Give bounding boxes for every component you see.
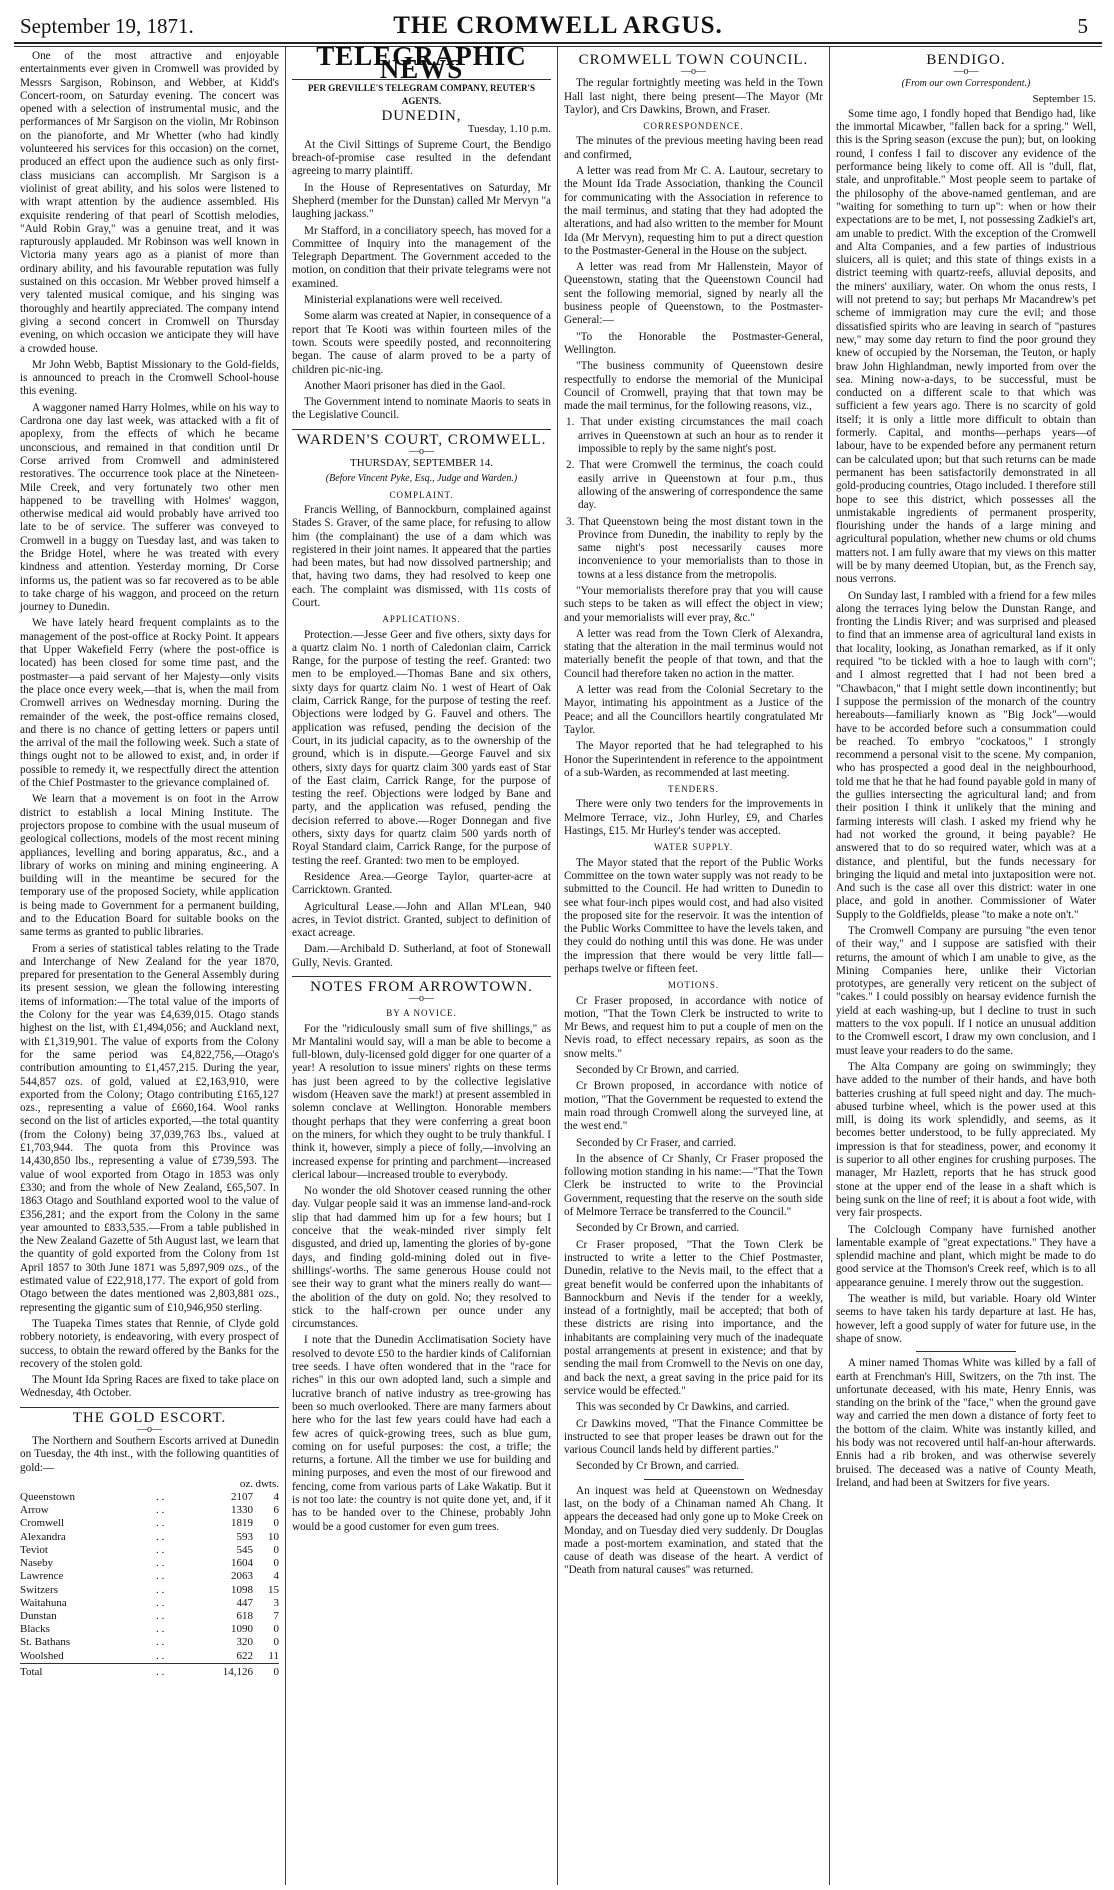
- gold-escort-heading: THE GOLD ESCORT.: [72, 1409, 227, 1426]
- dwt-cell: 11: [268, 1649, 279, 1662]
- council-paragraph: A letter was read from the Town Clerk of Alexandra, stating that the alteration in the mail terminus would not materially benefit the people of that town, and that the Council had therefore taken no action in the matter.: [564, 627, 823, 680]
- telegram-item: Ministerial explanations were well received.: [304, 294, 503, 307]
- gold-escort-intro: The Northern and Southern Escorts arrived at Dunedin on Tuesday, the 4th inst., with the following quantities of gold:—: [20, 1434, 279, 1474]
- table-row: Lawrence . . 2063 4: [20, 1570, 279, 1583]
- memorial-text: "The business community of Queenstown desire respectfully to endorse the memorial of the Municipal Council of Cromwell, praying that that town may be made the mail terminus, for the following reasons, viz.,: [564, 360, 823, 413]
- place-cell: Arrow: [20, 1504, 49, 1517]
- council-paragraph: Cr Fraser proposed, "That the Town Clerk be instructed to write a letter to the Chief Postmaster, Dunedin, relative to the Nevis mail, to the effect that a great benefit would be conferred upon the inhabitants of Bannockburn and Nevis if the tender for a weekly, instead of a fortnightly, mail be accepted; that both of these districts are rising into importance, and the inhabitants are complaining very much of the inadequate postal arrangements at present in existence; and that by sending the mail from Cromwell to the Nevis on one day, and back the next, a great saving in the price paid for its service would be effected.": [564, 1238, 823, 1397]
- section-rule: [20, 1407, 279, 1408]
- article-accident: A miner named Thomas White was killed by a fall of earth at Frenchman's Hill, Switzers, on the 7th inst. The unfortunate deceased, with his mate, Henry Ennis, was standing on the brink of the "face," when the ground gave way and carried the men down a distance of forty feet to the bottom of the claim. White was instantly killed, and his body was not recovered until half-an-hour afterwards. Ennis had a rib broken, and was otherwise severely bruised. The deceased was a native of County Meath, Ireland, and had been at Switzers for five years.: [836, 1357, 1096, 1489]
- dwt-cell: 3: [273, 1596, 279, 1609]
- place-cell: Naseby: [20, 1557, 53, 1570]
- wardens-protection: Protection.—Jesse Geer and five others, sixty days for a quartz claim No. 1 north of Caledonian claim, Carrick Range, for the purpose of testing the reef. Granted: two men to be employed.—Thomas Bane and six others, sixty days for quartz claim No. 1 west of Heart of Oak claim, Carrick Range, for the purpose of testing the reef. Objections were lodged by G. Fauvel and others. The application was refused, pending the decision of the Court, in its judicial capacity, as to the ownership of the ground, which is in dispute.—George Fauvel and six others, sixty days for quartz claim 300 yards east of Star of the East claim, Carrick Range, for the purpose of testing the reef. Objections were lodged by Bane and party, and the application was refused, pending the decision referred to above.—Roger Donnegan and five others, sixty days for quartz claim 500 yards north of Royal Standard claim, Carrick Range, for the purpose of testing the reef. Granted: two men to be employed.: [292, 628, 551, 867]
- telegram-item: Another Maori prisoner has died in the Gaol.: [304, 379, 506, 392]
- heading-ornament: —o—: [137, 1423, 162, 1435]
- council-paragraph: A letter was read from the Colonial Secretary to the Mayor, intimating his appointment as a Justice of the Peace; and all the Councillors heartily congratulated Mr Taylor.: [564, 684, 823, 736]
- complaint-label: COMPLAINT.: [389, 489, 454, 500]
- table-row: Cromwell . . 1819 0: [20, 1517, 279, 1530]
- page-number: 5: [1077, 14, 1088, 38]
- bendigo-paragraph: Some time ago, I fondly hoped that Bendigo had, like the immortal Micawber, "fallen back for a spring." Well, this is the Spring season (excuse the pun); but, on looking round, I confess I fail to discover any evidence of the performance being likely to come off. All is "dull, flat, stale, and unprofitable." Most people seem to partake of the philosophy of the above-named gentleman, and are "waiting for something to turn up": when or how their expectations are to be met, I, not possessing Zadkiel's art, am unable to predict. With the exception of the Cromwell and Alta Companies, and a few parties of industrious sluicers, all is quiet; and this state of things exists in a district teeming with quartz-reefs, alluvial deposits, and the miners' auxiliary, water. On whom the onus rests, I will not pretend to say; but perhaps Mr Macandrew's pet scheme of immigration may cure the evil; and those dissatisfied spirits who are leaving in search of "pastures new," may some day return to find the poor ground they knew of occupied by the Norseman, the Teuton, or haply braw John Highlandman, newly imported from over the sea. Mining now-a-days, to be successful, must be conducted on a different scale to that which was sufficient a few years ago. There is no scarcity of gold itself; it is only a little more difficult to obtain than formerly. Capital, and months—perhaps years—of labour, have to be expended before any permanent return can be calculated upon; but that such returns can be made permanent has been satisfactorily demonstrated in all gold-producing countries, Otago included. I therefore still hope to see this district, which possesses all the unmistakable ingredients of permanent prosperity, flourishing under the hands of a large mining and agricultural population, whether new chums or old chums matters not. I am fully aware that my views on this matter will be by many deemed Utopian, but, as the French say, nous verrons.: [836, 107, 1096, 586]
- heading-ornament: —o—: [409, 446, 434, 458]
- table-header-row: [20, 1478, 279, 1491]
- table-row: Queenstown . . 2107 4: [20, 1491, 279, 1504]
- council-paragraph: The regular fortnightly meeting was held in the Town Hall last night, there being present—The Mayor (Mr Taylor), and Crs Dawkins, Brown, and Fraser.: [564, 77, 823, 116]
- wardens-date: THURSDAY, SEPTEMBER 14.: [349, 457, 494, 470]
- bendigo-paragraph: The Alta Company are going on swimmingly; they have added to the number of their hands, and have both batteries crushing at full speed night and day. The much-abused turbine wheel, which is the power used at this mill, is doing its work splendidly, and seems, as it becomes better understood, to be fully appreciated. My impression is that for steadiness, power, and economy it is superior to all other engines for crushing purposes. The manager, Mr Hazlett, reports that he has struck good stone at the upper end of the lease in a shaft which is being sunk on the line of reef; it is about a foot wide, with very fair prospects.: [836, 1060, 1096, 1220]
- council-paragraph: In the absence of Cr Shanly, Cr Fraser proposed the following motion standing in his name:—"That the Town Clerk be instructed to write to the Provincial Government, requesting that the reserve on the south side of Melmore Terrace be transferred to the Council.": [564, 1152, 823, 1219]
- council-paragraph: Seconded by Cr Brown, and carried.: [576, 1222, 740, 1235]
- table-row: St. Bathans . . 320 0: [20, 1636, 279, 1649]
- place-cell: Woolshed: [20, 1649, 64, 1662]
- council-paragraph: A letter was read from Mr C. A. Lautour, secretary to the Mount Ida Trade Association, thanking the Council for communicating with the Association in reference to the mail terminus, and stating that they had adopted the alterations, and had also written to the member for Mount Ida (Mr Mervyn), requesting him to put a direct question to the Postmaster-General in the House on the subject.: [564, 165, 823, 257]
- article-post-office: We have lately heard frequent complaints as to the management of the post-office at Rocky Point. It appears that Upper Wakefield Ferry (where the post-office is located) has been closed for some time past, and the postmaster—a paid servant of her Majesty—only visits the place once every week,—that is, when the mail from Cromwell arrives on Wednesday morning. During the remainder of the week, the post-office remains closed, and there is no chance of getting letters or papers until the arrival of the mail the following week. Such a state of things ought not to be allowed to exist, and, in order if possible to remedy it, we respectfully direct the attention of the Chief Postmaster to the grievance complained of.: [20, 617, 279, 790]
- table-row: Waitahuna . . 447 3: [20, 1596, 279, 1609]
- telegraphic-news-subheading: PER GREVILLE'S TELEGRAM COMPANY, REUTER'S AGENTS.: [307, 82, 536, 106]
- place-cell: Lawrence: [20, 1570, 64, 1583]
- table-row: Teviot . . 545 0: [20, 1543, 279, 1556]
- section-divider: [644, 1479, 744, 1480]
- oz-cell: 1098: [231, 1583, 253, 1596]
- column-4: [830, 47, 1102, 1885]
- article-webb: Mr John Webb, Baptist Missionary to the Gold-fields, is announced to preach in the Cromwell School-house this evening.: [20, 358, 279, 398]
- council-paragraph: Seconded by Cr Brown, and carried.: [576, 1460, 740, 1473]
- wardens-byline: (Before Vincent Pyke, Esq., Judge and Warden.): [325, 473, 518, 485]
- columns: [14, 47, 1102, 1885]
- council-paragraph: This was seconded by Cr Dawkins, and carried.: [576, 1401, 790, 1414]
- bendigo-paragraph: The Cromwell Company are pursuing "the even tenor of their way," and I suppose are satisfied with their returns, the amount of which I am unable to give, as the Mining Companies here, unlike their Victorian prototypes, are generally very reticent on the subject of "cakes." I could possibly on hearsay evidence furnish the yield at each washing-up, but I decline to trust in such matters to the vox populi. If I notice an unusual addition to the Cromwell escort, I draw my own conclusion, and I must leave your readers to do the same.: [836, 925, 1096, 1057]
- newspaper-title: THE CROMWELL ARGUS.: [393, 12, 723, 39]
- table-row: Blacks . . 1090 0: [20, 1623, 279, 1636]
- oz-cell: 1819: [231, 1517, 253, 1530]
- total-oz: 14,126: [195, 1663, 253, 1679]
- oz-cell: 618: [236, 1609, 253, 1622]
- telegram-item: Some alarm was created at Napier, in consequence of a report that Te Kooti was within fourteen miles of the town. Scouts were speedily posted, and reconnoitering began. The cause of alarm proved to be a party of children pic-nic-ing.: [292, 310, 551, 376]
- arrowtown-paragraph: I note that the Dunedin Acclimatisation Society have resolved to devote £50 to the hardier kinds of Californian tree seeds. I have often wondered that in the "race for riches" in this our own adopted land, such a simple and lucrative branch of native industry as tree-growing has been so much overlooked. There are many farmers about here who for the last few years could have had each a few acres of quick-growing trees, such as blue gum, coming on for useful purposes: the cost, a trifle; the returns, a fortune. All the timber we use for building and mining purposes, and even the most of our firewood and fencing, come from various parts of Lake Wakatip. But it is not too late: the country is not quite done yet, and, if it has to be handed over to the Chinese, probably John would be a good customer for even gum trees.: [292, 1334, 551, 1533]
- council-paragraph: Cr Brown proposed, in accordance with notice of motion, "That the Government be requested to extend the main road through Cromwell along the surveyed line, at the west end.": [564, 1080, 823, 1133]
- telegram-item: Mr Stafford, in a conciliatory speech, has moved for a Committee of Inquiry into the management of the Telegraph Department. The Government acceded to the motion, on condition that their private telegrams were not examined.: [292, 224, 551, 290]
- place-cell: Dunstan: [20, 1609, 57, 1622]
- oz-cell: 545: [236, 1543, 253, 1556]
- table-row: Switzers . . 1098 15: [20, 1583, 279, 1596]
- water-supply-label: WATER SUPPLY.: [654, 842, 733, 853]
- article-statistics: From a series of statistical tables relating to the Trade and Interchange of New Zealand for the year 1870, prepared for presentation to the General Assembly during its present session, we glean the following interesting items of information:—The total value of the imports of the Colony for the year was £4,639,015. Otago stands highest on the list, with £1,494,056; and Auckland next, with £1,319,901. The value of exports from the Colony for the same period was £4,822,756,—Otago's contribution amounting to £1,457,215. During the year, 544,857 ozs. of gold, valued at £2,163,910, were exported from the Colony; Otago contributing £165,127 ozs., representing a value of £660,164. Wool ranks second on the list of articles exported,—the total quantity (from the Colony) being 37,039,763 lbs., valued at £1,703,944. The quota from this Province was 14,430,850 lbs., representing a value of £739,593. The value of wool exported from Otago in 1853 was only £330; and from the whole of New Zealand, £65,507. In 1863 Otago and Southland exported wool to the value of £356,281; and the export from the Colony in the same year amounted to £833,535.—From a table published in the New Zealand Gazette of 5th August last, we learn that the quantity of gold exported from the Colony from 1st April 1857 to 30th June 1871 was 5,897,909 ozs., of the estimated value of £22,918,177. The export of gold from Otago between the dates mentioned was 2,803,881 ozs., representing the gigantic sum of £10,946,950 sterling.: [20, 942, 279, 1314]
- table-total-row: Total . . 14,126 0: [20, 1663, 279, 1679]
- arrowtown-heading: NOTES FROM ARROWTOWN.: [310, 979, 533, 995]
- wardens-agricultural: Agricultural Lease.—John and Allan M'Lean, 940 acres, in Teviot district. Granted, subject to definition of exact acreage.: [292, 900, 551, 940]
- oz-cell: 1330: [231, 1504, 253, 1517]
- dwt-cell: 7: [273, 1609, 279, 1622]
- total-dwt: 0: [253, 1663, 279, 1679]
- council-paragraph: "Your memorialists therefore pray that you will cause such steps to be taken as will effect the object in view; and your memorialists will ever pray, &c.": [564, 584, 823, 624]
- place-cell: Waitahuna: [20, 1596, 67, 1609]
- oz-cell: 622: [236, 1649, 253, 1662]
- article-mining-institute: We learn that a movement is on foot in the Arrow district to establish a local Mining Institute. The projectors propose to combine with the usual museum of geological collections, models of the most recent mining appliances, levelling and boring apparatus, &c., and a library of works on mining and mining engineering. A building will in the meantime be secured for the temporary use of the proposed Society, while application is being made to Government for a permanent building, and to the Education Board for suitable books on the same terms as granted to public libraries.: [20, 793, 279, 939]
- place-cell: Switzers: [20, 1583, 58, 1596]
- article-concert: One of the most attractive and enjoyable entertainments ever given in Cromwell was provided by Messrs Sargison, Robinson, and Webber, at Kidd's Concert-room, on Saturday evening. The concert was opened with a selection of instrumental music, and the performances of Mr Sargison on the violin, Mr Robinson on the pianoforte, and Mr Whetter (who had kindly volunteered his services for this occasion) on the cornet, produced an effect upon the audience such as only first-class musicians can accomplish. Mr Sargison is a violinist of great ability, and his solos were listened to with wrapt attention by the audience assembled. His exquisite rendering of that pearl of Scottish melodies, "Auld Robin Gray," was a genuine treat, and it was rapturously applauded. Mr Robinson was well known in Victoria many years ago as a pianist of more than ordinary ability, and his favourable reputation was fully sustained on this occasion. Mr Webber proved himself a very talented musical comique, and his singing was thoroughly and heartily appreciated. The company intend giving a second concert in Cromwell on Thursday evening, on which occasion we anticipate they will have a crowded house.: [20, 50, 279, 355]
- column-1: [14, 47, 286, 1885]
- table-row: Woolshed . . 622 11: [20, 1649, 279, 1662]
- heading-ornament: —o—: [681, 66, 706, 78]
- telegram-item: In the House of Representatives on Saturday, Mr Shepherd (member for the Dunstan) called Mr Mervyn "a laughing jackass.": [292, 181, 551, 221]
- town-council-heading: CROMWELL TOWN COUNCIL.: [578, 52, 809, 68]
- oz-cell: 320: [236, 1636, 253, 1649]
- article-races: The Mount Ida Spring Races are fixed to take place on Wednesday, 4th October.: [20, 1374, 279, 1400]
- telegraphic-news-heading: TELEGRAPHIC NEWS: [292, 50, 551, 80]
- memorial-reason: 1. That under existing circumstances the mail coach arrives in Queenstown at such an hour as to render it impossible to reply by the same night's post.: [566, 416, 823, 456]
- council-paragraph: Cr Dawkins moved, "That the Finance Committee be instructed to see that proper leases be drawn out for the various Council lands held by different parties.": [564, 1417, 823, 1457]
- oz-cell: 1604: [231, 1557, 253, 1570]
- oz-cell: 1090: [231, 1623, 253, 1636]
- telegraph-dateline: DUNEDIN,: [381, 108, 462, 125]
- oz-cell: 447: [236, 1596, 253, 1609]
- table-row: Dunstan . . 618 7: [20, 1609, 279, 1622]
- dwt-header: dwts.: [255, 1477, 279, 1490]
- wardens-complaint: Francis Welling, of Bannockburn, complained against Stades S. Graver, of the same place, for refusing to allow him (the complainant) the use of a dam which was registered in their joint names. It appeared that the parties had been mates, but had now dissolved partnership; and that, having two dams, they had resolved to keep one each. The complaint was dismissed, with 11s costs of Court.: [292, 503, 551, 609]
- council-paragraph: A letter was read from Mr Hallenstein, Mayor of Queenstown, stating that the Queenstown Council had sent the following memorial, signed by nearly all the business people of Queenstown, to the Postmaster-General:—: [564, 261, 823, 327]
- table-row: Arrow . . 1330 6: [20, 1504, 279, 1517]
- article-inquest: An inquest was held at Queenstown on Wednesday last, on the body of a Chinaman named Ah Chang. It appears the deceased had only gone up to Moke Creek on Monday, and on Tuesday died very suddenly. Dr Douglas made a post-mortem examination, and stated that the cause of death was disease of the heart. A verdict of "Death from natural causes" was returned.: [564, 1484, 823, 1577]
- place-cell: Cromwell: [20, 1517, 64, 1530]
- dwt-cell: 6: [273, 1504, 279, 1517]
- motions-label: MOTIONS.: [667, 980, 720, 991]
- applications-label: APPLICATIONS.: [382, 614, 461, 625]
- dwt-cell: 0: [273, 1623, 279, 1636]
- dwt-cell: 10: [268, 1530, 279, 1543]
- place-cell: Alexandra: [20, 1530, 66, 1543]
- heading-ornament: —o—: [409, 993, 434, 1005]
- place-cell: Teviot: [20, 1543, 48, 1556]
- dwt-cell: 0: [273, 1517, 279, 1530]
- wardens-dam: Dam.—Archibald D. Sutherland, at foot of Stonewall Gully, Nevis. Granted.: [292, 943, 551, 969]
- dwt-cell: 4: [273, 1570, 279, 1583]
- bendigo-paragraph: On Sunday last, I rambled with a friend for a few miles along the terraces lying below the Dunstan Range, and fronting the Lindis River; and was surprised and pleased to find that an immense area of agricultural land exists in that locality, looking, as Jonathan remarked, as if it only required "to be tickled with a hoe to laugh with corn"; and I almost regretted that I had not been bred a "Chawbacon," that I might settle down incontinently; but I suppose the permission of the monarch of the country hereabouts—familiarly known as "Big Jock"—would have to be accorded before such a consummation could be reached. To embryo "cockatoos," I strongly recommend a personal visit to the scene. My companion, who has prospected a good deal in the neighbourhood, told me that he that he had found payable gold in many of the gullies intersecting the agricultural land; and from their position I think it unlikely that the mining and farming interests will clash. I asked my friend why he had not worked the ground, it being payable? He answered that to do so required water, which was at a distance, and plentiful, but the funds necessary for bringing the liquid and metal into juxtaposition were not. And such is the case all over this district: water in one place, and gold in another. Commissioner of Water Supply to the Goldfields, please "to make a note on't.": [836, 589, 1096, 921]
- dwt-cell: 15: [268, 1583, 279, 1596]
- dwt-cell: 4: [273, 1491, 279, 1504]
- table-row: Naseby . . 1604 0: [20, 1557, 279, 1570]
- council-paragraph: The Mayor stated that the report of the Public Works Committee on the town water supply was not ready to be submitted to the Council. He had written to Dunedin to see what four-inch pipes would cost, and had also visited the proposed site for the reservoir. It was the intention of the Public Works Committee to have the levels taken, and they could do nothing until this was done. He was under the impression that there would be very little fall—perhaps twelve or fifteen feet.: [564, 856, 823, 975]
- memorial-address: "To the Honorable the Postmaster-General, Wellington.: [564, 330, 823, 356]
- section-rule: [292, 429, 551, 430]
- section-divider: [916, 1351, 1016, 1352]
- heading-ornament: —o—: [953, 66, 979, 78]
- bendigo-paragraph: The weather is mild, but variable. Hoary old Winter seems to have taken his tardy departure at last. He has, however, left a good supply of water for future use, in the shape of snow.: [836, 1293, 1096, 1345]
- article-waggoner: A waggoner named Harry Holmes, while on his way to Cardrona one day last week, was attacked with a fit of apoplexy, from the effects of which he became unconscious, and remained in that condition until Dr Corse arrived from Cromwell and administered restoratives. The occurrence took place at the Nineteen-Mile Creek, and very fortunately two other men happened to be travelling with Holmes' waggon, otherwise medical aid would probably have arrived too late to be of service. The sufferer was conveyed to Cromwell in a buggy on Tuesday last, and was taken to the Bridge Hotel, where he was treated with every kindness and attention. Yesterday morning, Dr Corse informs us, the patient was so far recovered as to be able to take charge of his waggon, and proceed on the return journey to Dunedin.: [20, 401, 279, 614]
- tenders-label: TENDERS.: [668, 784, 719, 795]
- telegram-item: The Government intend to nominate Maoris to seats in the Legislative Council.: [292, 396, 551, 422]
- dwt-cell: 0: [273, 1557, 279, 1570]
- arrowtown-paragraph: No wonder the old Shotover ceased running the other day. Vulgar people said it was an immense land-and-rock slip that had dammed him up for a few hours; but I conceive that the weak-minded river simply felt disgusted, and dried up, lamenting the glories of by-gone days, and finding gold-mining doled out in five-shillings'-worths. The same generous House could not see their way to grant what the miners really do want—the abolition of the duty on gold. No; they resolved to stick to the half-crown per ounce under any circumstances.: [292, 1185, 551, 1331]
- council-paragraph: Seconded by Cr Fraser, and carried.: [576, 1136, 737, 1149]
- correspondence-label: CORRESPONDENCE.: [643, 121, 744, 132]
- wardens-residence: Residence Area.—George Taylor, quarter-acre at Carricktown. Granted.: [292, 870, 551, 897]
- total-label: Total: [20, 1663, 125, 1679]
- council-paragraph: There were only two tenders for the improvements in Melmore Terrace, viz., John Hurley, £9, and Charles Hastings, £15. Mr Hurley's tender was accepted.: [564, 798, 823, 838]
- place-cell: Blacks: [20, 1623, 50, 1636]
- arrowtown-byline: BY A NOVICE.: [386, 1008, 457, 1019]
- bendigo-date: September 15.: [1032, 92, 1096, 105]
- bendigo-paragraph: The Colclough Company have furnished another lamentable example of "great expectations." They have a splendid machine and plant, which might be made to do good service at the Thomson's Creek reef, which is to all appearance genuine. I merely throw out the suggestion.: [836, 1223, 1096, 1289]
- article-tuapeka: The Tuapeka Times states that Rennie, of Clyde gold robbery notoriety, is endeavoring, with every prospect of success, to obtain the reward offered by the Banks for the recovery of the stolen gold.: [20, 1317, 279, 1370]
- memorial-reason: 2. That were Cromwell the terminus, the coach could easily arrive in Queenstown at four p.m., thus allowing of the answering of correspondence the same day.: [566, 459, 823, 512]
- telegram-item: At the Civil Sittings of Supreme Court, the Bendigo breach-of-promise case resulted in the defendant agreeing to marry plaintiff.: [292, 138, 551, 178]
- oz-cell: 2063: [231, 1570, 253, 1583]
- oz-cell: 593: [236, 1530, 253, 1543]
- column-3: [558, 47, 830, 1885]
- issue-date: September 19, 1871.: [20, 14, 194, 38]
- council-paragraph: The Mayor reported that he had telegraphed to his Honor the Superintendent in reference to the appointment of a sub-Warden, as recommended at last meeting.: [564, 740, 823, 779]
- masthead: [14, 10, 1102, 44]
- council-paragraph: Cr Fraser proposed, in accordance with notice of motion, "That the Town Clerk be instructed to write to Mr Bews, and request him to put a couple of men on the Nevis road, to effect necessary repairs, as soon as the snow melts.": [564, 994, 823, 1060]
- memorial-reason: 3. That Queenstown being the most distant town in the Province from Dunedin, the inability to reply by the same night's post necessarily causes more inconvenience to your memorialists than to those in towns at a less distance from the metropolis.: [566, 515, 823, 581]
- column-2: [286, 47, 558, 1885]
- bendigo-heading: BENDIGO.: [926, 52, 1006, 68]
- telegraph-time: Tuesday, 1.10 p.m.: [467, 123, 551, 136]
- dwt-cell: 0: [273, 1543, 279, 1556]
- section-rule: [292, 976, 551, 977]
- bendigo-byline: (From our own Correspondent.): [901, 78, 1031, 90]
- gold-escort-table: [20, 1478, 279, 1679]
- dwt-cell: 0: [273, 1636, 279, 1649]
- table-row: Alexandra . . 593 10: [20, 1530, 279, 1543]
- arrowtown-paragraph: For the "ridiculously small sum of five shillings," as Mr Mantalini would say, will a man be able to become a full-blown, duly-licensed gold digger for one quarter of a year! A resolution to issue miners' rights on these terms has just been agreed to by the collective legislative wisdom (Heaven save the mark!) at present assembled in solemn conclave at Wellington. Honorable members thought perhaps that they were conferring a great boon on the miners, for which they ought to be truly thankful. I think it, however, simply a piece of folly,—involving an increased expense for printing and parchment—increased clerical labour—increased trouble to everybody.: [292, 1022, 551, 1181]
- oz-cell: 2107: [231, 1491, 253, 1504]
- wardens-court-heading: WARDEN'S COURT, CROMWELL.: [296, 431, 547, 448]
- place-cell: St. Bathans: [20, 1636, 71, 1649]
- council-paragraph: Seconded by Cr Brown, and carried.: [576, 1064, 740, 1077]
- council-paragraph: The minutes of the previous meeting having been read and confirmed,: [564, 135, 823, 161]
- place-cell: Queenstown: [20, 1491, 75, 1504]
- oz-header: oz.: [239, 1477, 253, 1490]
